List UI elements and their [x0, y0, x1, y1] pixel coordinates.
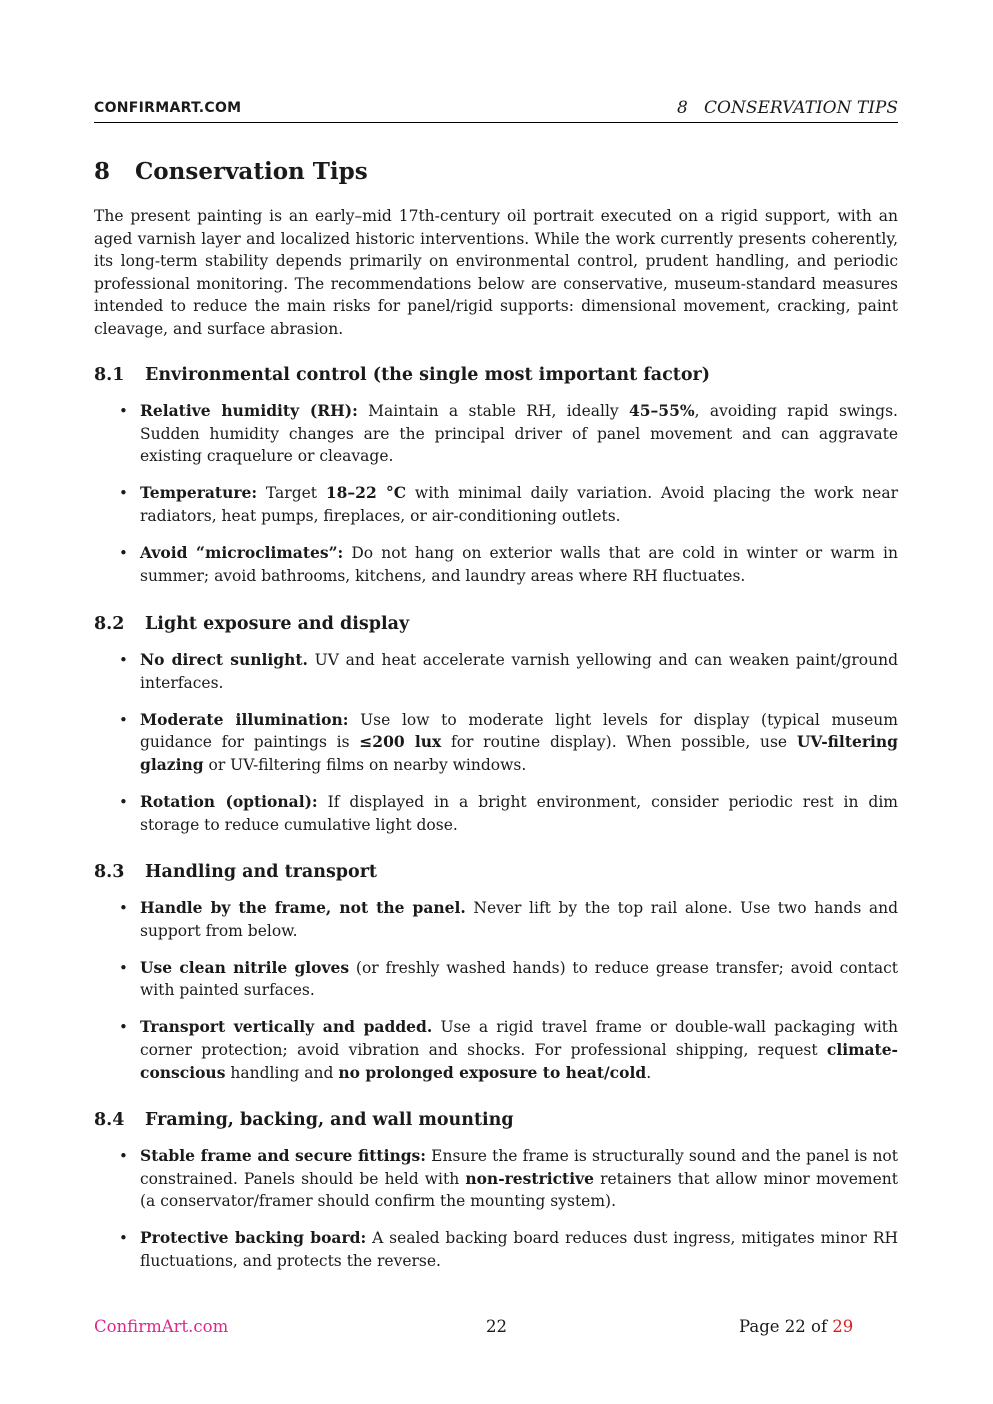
- subsection-number: 8.3: [94, 862, 125, 882]
- list-item: [94, 709, 898, 777]
- bullet-icon: •: [119, 710, 128, 729]
- bold-text: Temperature:: [140, 483, 258, 503]
- body-text: with minimal daily variation. Avoid placing the work near radiators, heat pumps, fireplaces, or air-conditioning outlets.: [140, 484, 898, 525]
- bold-text: ≤200 lux: [359, 732, 442, 752]
- running-header: [94, 98, 898, 123]
- section-title: Conservation Tips: [135, 158, 368, 185]
- header-section: [677, 98, 898, 118]
- bullet-icon: •: [119, 651, 128, 669]
- body-text: (or freshly washed hands) to reduce grease transfer; avoid contact with painted surfaces.: [140, 958, 898, 1000]
- bold-text: 45–55%: [628, 401, 695, 420]
- section-number: 8: [94, 158, 111, 185]
- list-item: [94, 791, 898, 836]
- list-item: [94, 482, 898, 527]
- bullet-icon: •: [119, 958, 128, 977]
- footer-page-prefix: Page 22 of: [739, 1317, 833, 1336]
- bullet-list: [94, 897, 898, 1099]
- footer-page-count: [739, 1317, 853, 1336]
- footer-site-link[interactable]: ConfirmArt.com: [94, 1317, 229, 1336]
- bullet-icon: •: [119, 543, 128, 562]
- body-text: Target: [257, 484, 326, 503]
- body-text: for routine display). When possible, use: [441, 733, 797, 752]
- bullet-icon: •: [119, 484, 128, 503]
- subsection-title: Framing, backing, and wall mounting: [145, 1110, 514, 1130]
- bold-text: 18–22 °C: [325, 483, 407, 503]
- body-text: If displayed in a bright environment, consider periodic rest in dim storage to reduce cumulative light dose.: [140, 792, 898, 834]
- bold-text: No direct sunlight.: [140, 650, 308, 669]
- bold-text: Moderate illumination:: [140, 709, 349, 729]
- bullet-icon: •: [119, 899, 128, 917]
- body-text: retainers that allow minor movement (a conservator/framer should confirm the mounting system).: [140, 1169, 898, 1211]
- subsection-title: Light exposure and display: [145, 614, 410, 634]
- subsection-heading: [94, 365, 710, 385]
- body-text: .: [646, 1063, 652, 1082]
- header-section-title: CONSERVATION TIPS: [704, 98, 898, 118]
- bold-text: Stable frame and secure fittings:: [140, 1146, 427, 1165]
- subsection-number: 8.1: [94, 365, 125, 385]
- bullet-list: [94, 400, 898, 602]
- bullet-list: [94, 1145, 898, 1287]
- bullet-icon: •: [119, 1147, 128, 1165]
- subsection-heading: [94, 614, 409, 634]
- bullet-icon: •: [119, 402, 128, 420]
- bold-text: UV-filtering glazing: [140, 732, 899, 774]
- list-item: [94, 542, 898, 587]
- list-item: [94, 897, 898, 942]
- bold-text: Use clean nitrile gloves: [140, 957, 350, 977]
- list-item: [94, 400, 898, 468]
- bold-text: Rotation (optional):: [140, 791, 318, 811]
- body-text: Use low to moderate light levels for display (typical museum guidance for paintings is: [140, 710, 898, 752]
- body-text: Maintain a stable RH, ideally: [357, 402, 629, 420]
- list-item: [94, 1145, 898, 1213]
- footer-page-number: 22: [486, 1317, 507, 1336]
- bold-text: Protective backing board:: [140, 1228, 367, 1248]
- body-text: UV and heat accelerate varnish yellowing and can weaken paint/ground interfaces.: [140, 651, 899, 692]
- subsection-title: Handling and transport: [145, 862, 378, 882]
- bullet-list: [94, 649, 898, 851]
- list-item: [94, 1227, 898, 1272]
- body-text: , avoiding rapid swings. Sudden humidity changes are the principal driver of panel movement and can aggravate existing craquelure or cleavage.: [140, 402, 898, 466]
- list-item: [94, 1016, 898, 1084]
- subsection-number: 8.2: [94, 614, 125, 634]
- subsection-heading: [94, 1110, 514, 1130]
- subsection-heading: [94, 862, 377, 882]
- subsection-title: Environmental control (the single most important factor): [145, 365, 711, 385]
- footer-total-pages-link[interactable]: 29: [832, 1317, 854, 1336]
- body-text: Do not hang on exterior walls that are cold in winter or warm in summer; avoid bathrooms, kitchens, and laundry areas where RH fluctuates.: [140, 543, 898, 585]
- bold-text: Transport vertically and padded.: [140, 1017, 433, 1037]
- list-item: [94, 649, 898, 694]
- bullet-icon: •: [119, 792, 128, 811]
- header-logo: CONFIRMART.COM: [94, 100, 242, 116]
- bold-text: climate-conscious: [140, 1039, 898, 1082]
- section-heading: [94, 158, 368, 185]
- list-item: [94, 957, 898, 1002]
- bullet-icon: •: [119, 1018, 128, 1037]
- body-text: Ensure the frame is structurally sound and the panel is not constrained. Panels should be held with: [140, 1147, 898, 1188]
- bullet-icon: •: [119, 1229, 128, 1248]
- bold-text: non-restrictive: [465, 1168, 594, 1188]
- bold-text: Relative humidity (RH):: [140, 401, 358, 420]
- body-text: handling and: [225, 1063, 339, 1082]
- body-text: Use a rigid travel frame or double-wall packaging with corner protection; avoid vibration and shocks. For professional shipping, request: [140, 1018, 898, 1059]
- intro-paragraph: The present painting is an early–mid 17th-century oil portrait executed on a rigid support, with an aged varnish layer and localized historic interventions. While the work currently presents coherently, its long-term stability depends primarily on environmental control, prudent handling, and periodic professional monitoring. The recommendations below are conservative, museum-standard measures intended to reduce the main risks for panel/rigid supports: dimensional movement, cracking, paint cleavage, and surface abrasion.: [94, 207, 898, 338]
- bold-text: Avoid “microclimates”:: [140, 542, 344, 562]
- body-text: Never lift by the top rail alone. Use two hands and support from below.: [140, 899, 899, 940]
- bold-text: no prolonged exposure to heat/cold: [338, 1062, 647, 1082]
- bold-text: Handle by the frame, not the panel.: [140, 898, 466, 917]
- header-section-number: 8: [677, 98, 688, 118]
- subsection-number: 8.4: [94, 1110, 125, 1130]
- body-text: or UV-filtering films on nearby windows.: [203, 755, 527, 774]
- body-text: A sealed backing board reduces dust ingress, mitigates minor RH fluctuations, and protects the reverse.: [140, 1229, 899, 1270]
